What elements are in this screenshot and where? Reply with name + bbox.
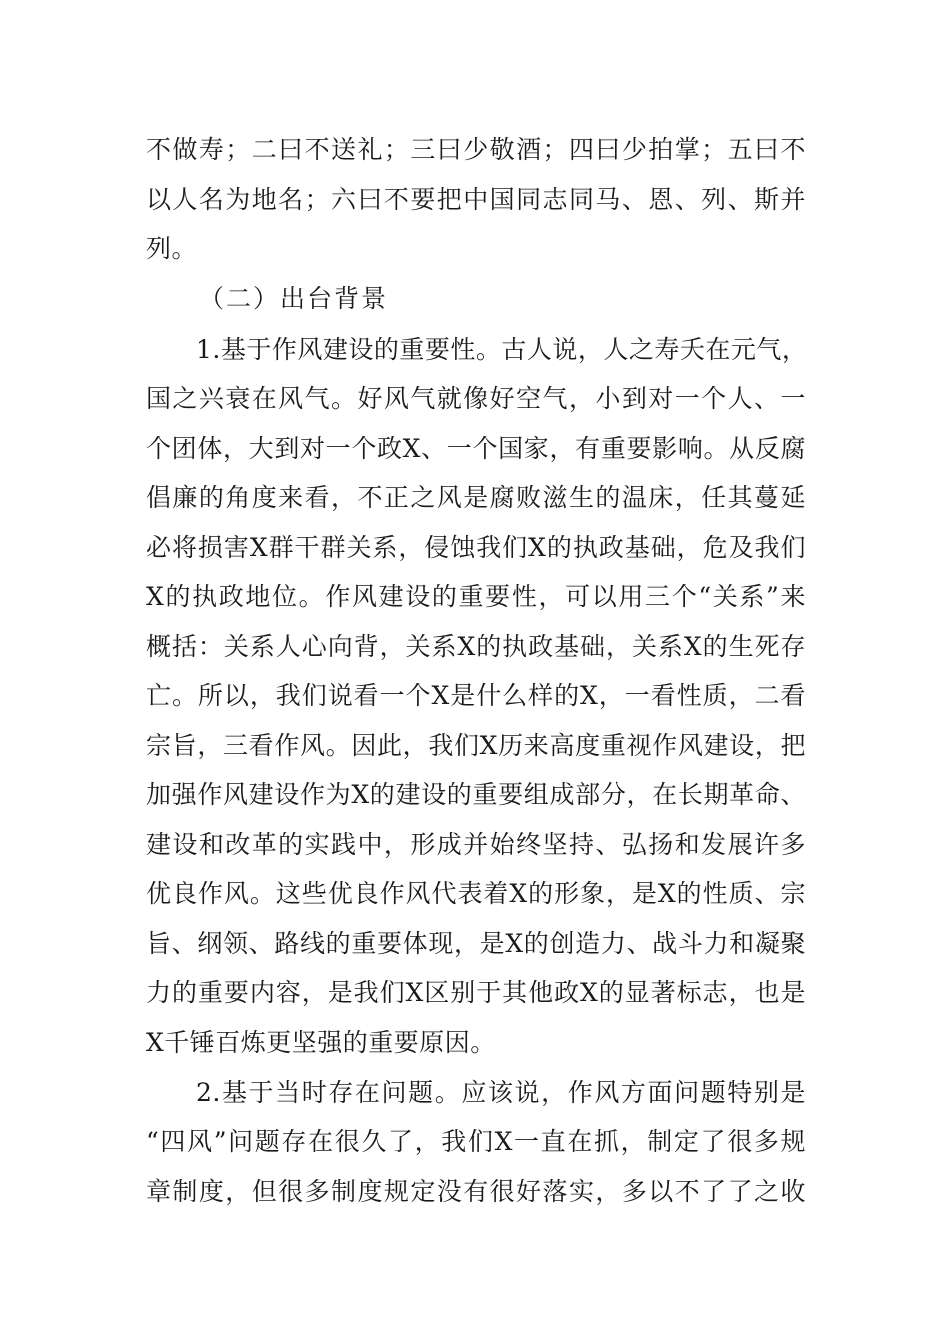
text-line: X的执政地位。作风建设的重要性，可以用三个“关系”来 [146,582,806,611]
text-line: 力的重要内容，是我们X区别于其他政X的显著标志，也是 [146,978,806,1007]
text-line: 个团体，大到对一个政X、一个国家，有重要影响。从反腐 [146,434,806,463]
text-line: 加强作风建设作为X的建设的重要组成部分，在长期革命、 [146,780,806,809]
text-line: 建设和改革的实践中，形成并始终坚持、弘扬和发展许多 [146,830,806,859]
section-heading: （二）出台背景 [199,284,389,313]
paragraph-first-line: 2.基于当时存在问题。应该说，作风方面问题特别是 [196,1078,806,1107]
text-line: 优良作风。这些优良作风代表着X的形象，是X的性质、宗 [146,879,806,908]
text-line: 必将损害X群干群关系，侵蚀我们X的执政基础，危及我们 [146,533,806,562]
text-line: 概括：关系人心向背，关系X的执政基础，关系X的生死存 [146,632,806,661]
text-line: X千锤百炼更坚强的重要原因。 [146,1028,496,1057]
text-line: 宗旨，三看作风。因此，我们X历来高度重视作风建设，把 [146,731,806,760]
text-line: 不做寿；二曰不送礼；三曰少敬酒；四曰少拍掌；五曰不 [146,135,806,164]
text-line: 倡廉的角度来看，不正之风是腐败滋生的温床，任其蔓延 [146,483,806,512]
text-line: 以人名为地名；六曰不要把中国同志同马、恩、列、斯并 [146,185,806,214]
paragraph-first-line: 1.基于作风建设的重要性。古人说，人之寿夭在元气， [196,335,808,364]
text-line: 章制度，但很多制度规定没有很好落实，多以不了了之收 [146,1177,806,1206]
text-line: 旨、纲领、路线的重要体现，是X的创造力、战斗力和凝聚 [146,929,806,958]
text-line: 列。 [146,234,198,263]
text-line: 国之兴衰在风气。好风气就像好空气，小到对一个人、一 [146,384,806,413]
text-line: 亡。所以，我们说看一个X是什么样的X，一看性质，二看 [146,681,806,710]
text-line: “四风”问题存在很久了，我们X一直在抓，制定了很多规 [146,1127,806,1156]
